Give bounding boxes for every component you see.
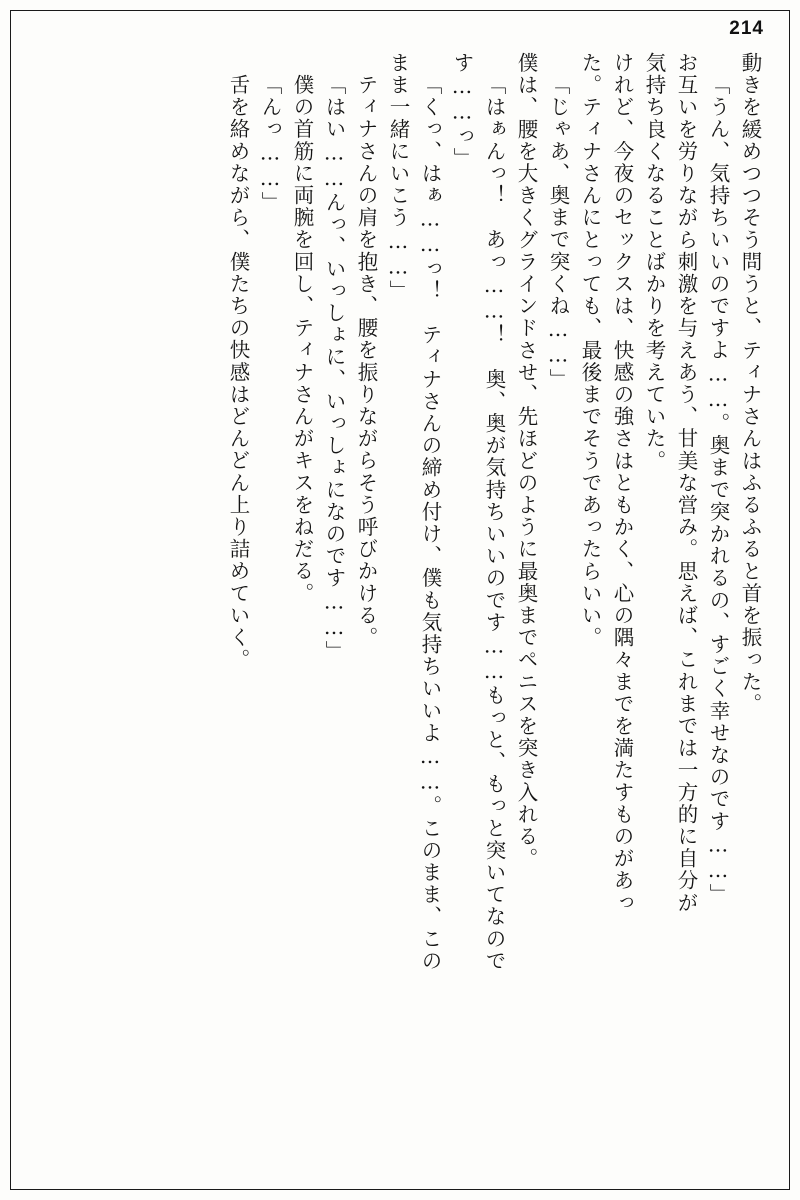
- text-column: 僕は、腰を大きくグラインドさせ、先ほどのように最奥までペニスを突き入れる。: [514, 52, 538, 870]
- text-column: 舌を絡めながら、僕たちの快感はどんどん上り詰めていく。: [226, 74, 250, 671]
- text-column: た。ティナさんにとっても、最後までそうであったらいい。: [578, 52, 602, 649]
- text-column: まま一緒にいこう……」: [386, 52, 410, 303]
- text-column: 気持ち良くなることばかりを考えていた。: [642, 52, 666, 472]
- text-column: ティナさんの肩を抱き、腰を振りながらそう呼びかける。: [354, 74, 378, 649]
- vertical-text-body: [46, 52, 760, 1160]
- text-column: 「はい……んっ、いっしょに、いっしょになのです……」: [322, 74, 346, 663]
- text-column: 「んっ……」: [258, 74, 282, 214]
- text-column: お互いを労りながら刺激を与えあう、甘美な営み。思えば、これまでは一方的に自分が: [674, 52, 698, 914]
- text-column: 「くっ、はぁ……っ！ ティナさんの締め付け、僕も気持ちいいよ……。このまま、この: [418, 74, 442, 972]
- text-column: 「はぁんっ！ あっ……！ 奥、奥が気持ちいいのです……もっと、もっと突いてなので: [482, 74, 506, 972]
- text-column: 「うん、気持ちいいのですよ……。奥まで突かれるの、すごく幸せなのです……」: [706, 74, 730, 906]
- text-column: す……っ」: [450, 52, 474, 170]
- page-number: 214: [729, 18, 764, 39]
- text-column: 「じゃあ、奥まで突くね……」: [546, 74, 570, 391]
- text-column: 僕の首筋に両腕を回し、ティナさんがキスをねだる。: [290, 74, 314, 605]
- text-column: 動きを緩めつつそう問うと、ティナさんはふるふると首を振った。: [738, 52, 762, 715]
- text-column: けれど、今夜のセックスは、快感の強さはともかく、心の隅々までを満たすものがあっ: [610, 52, 634, 914]
